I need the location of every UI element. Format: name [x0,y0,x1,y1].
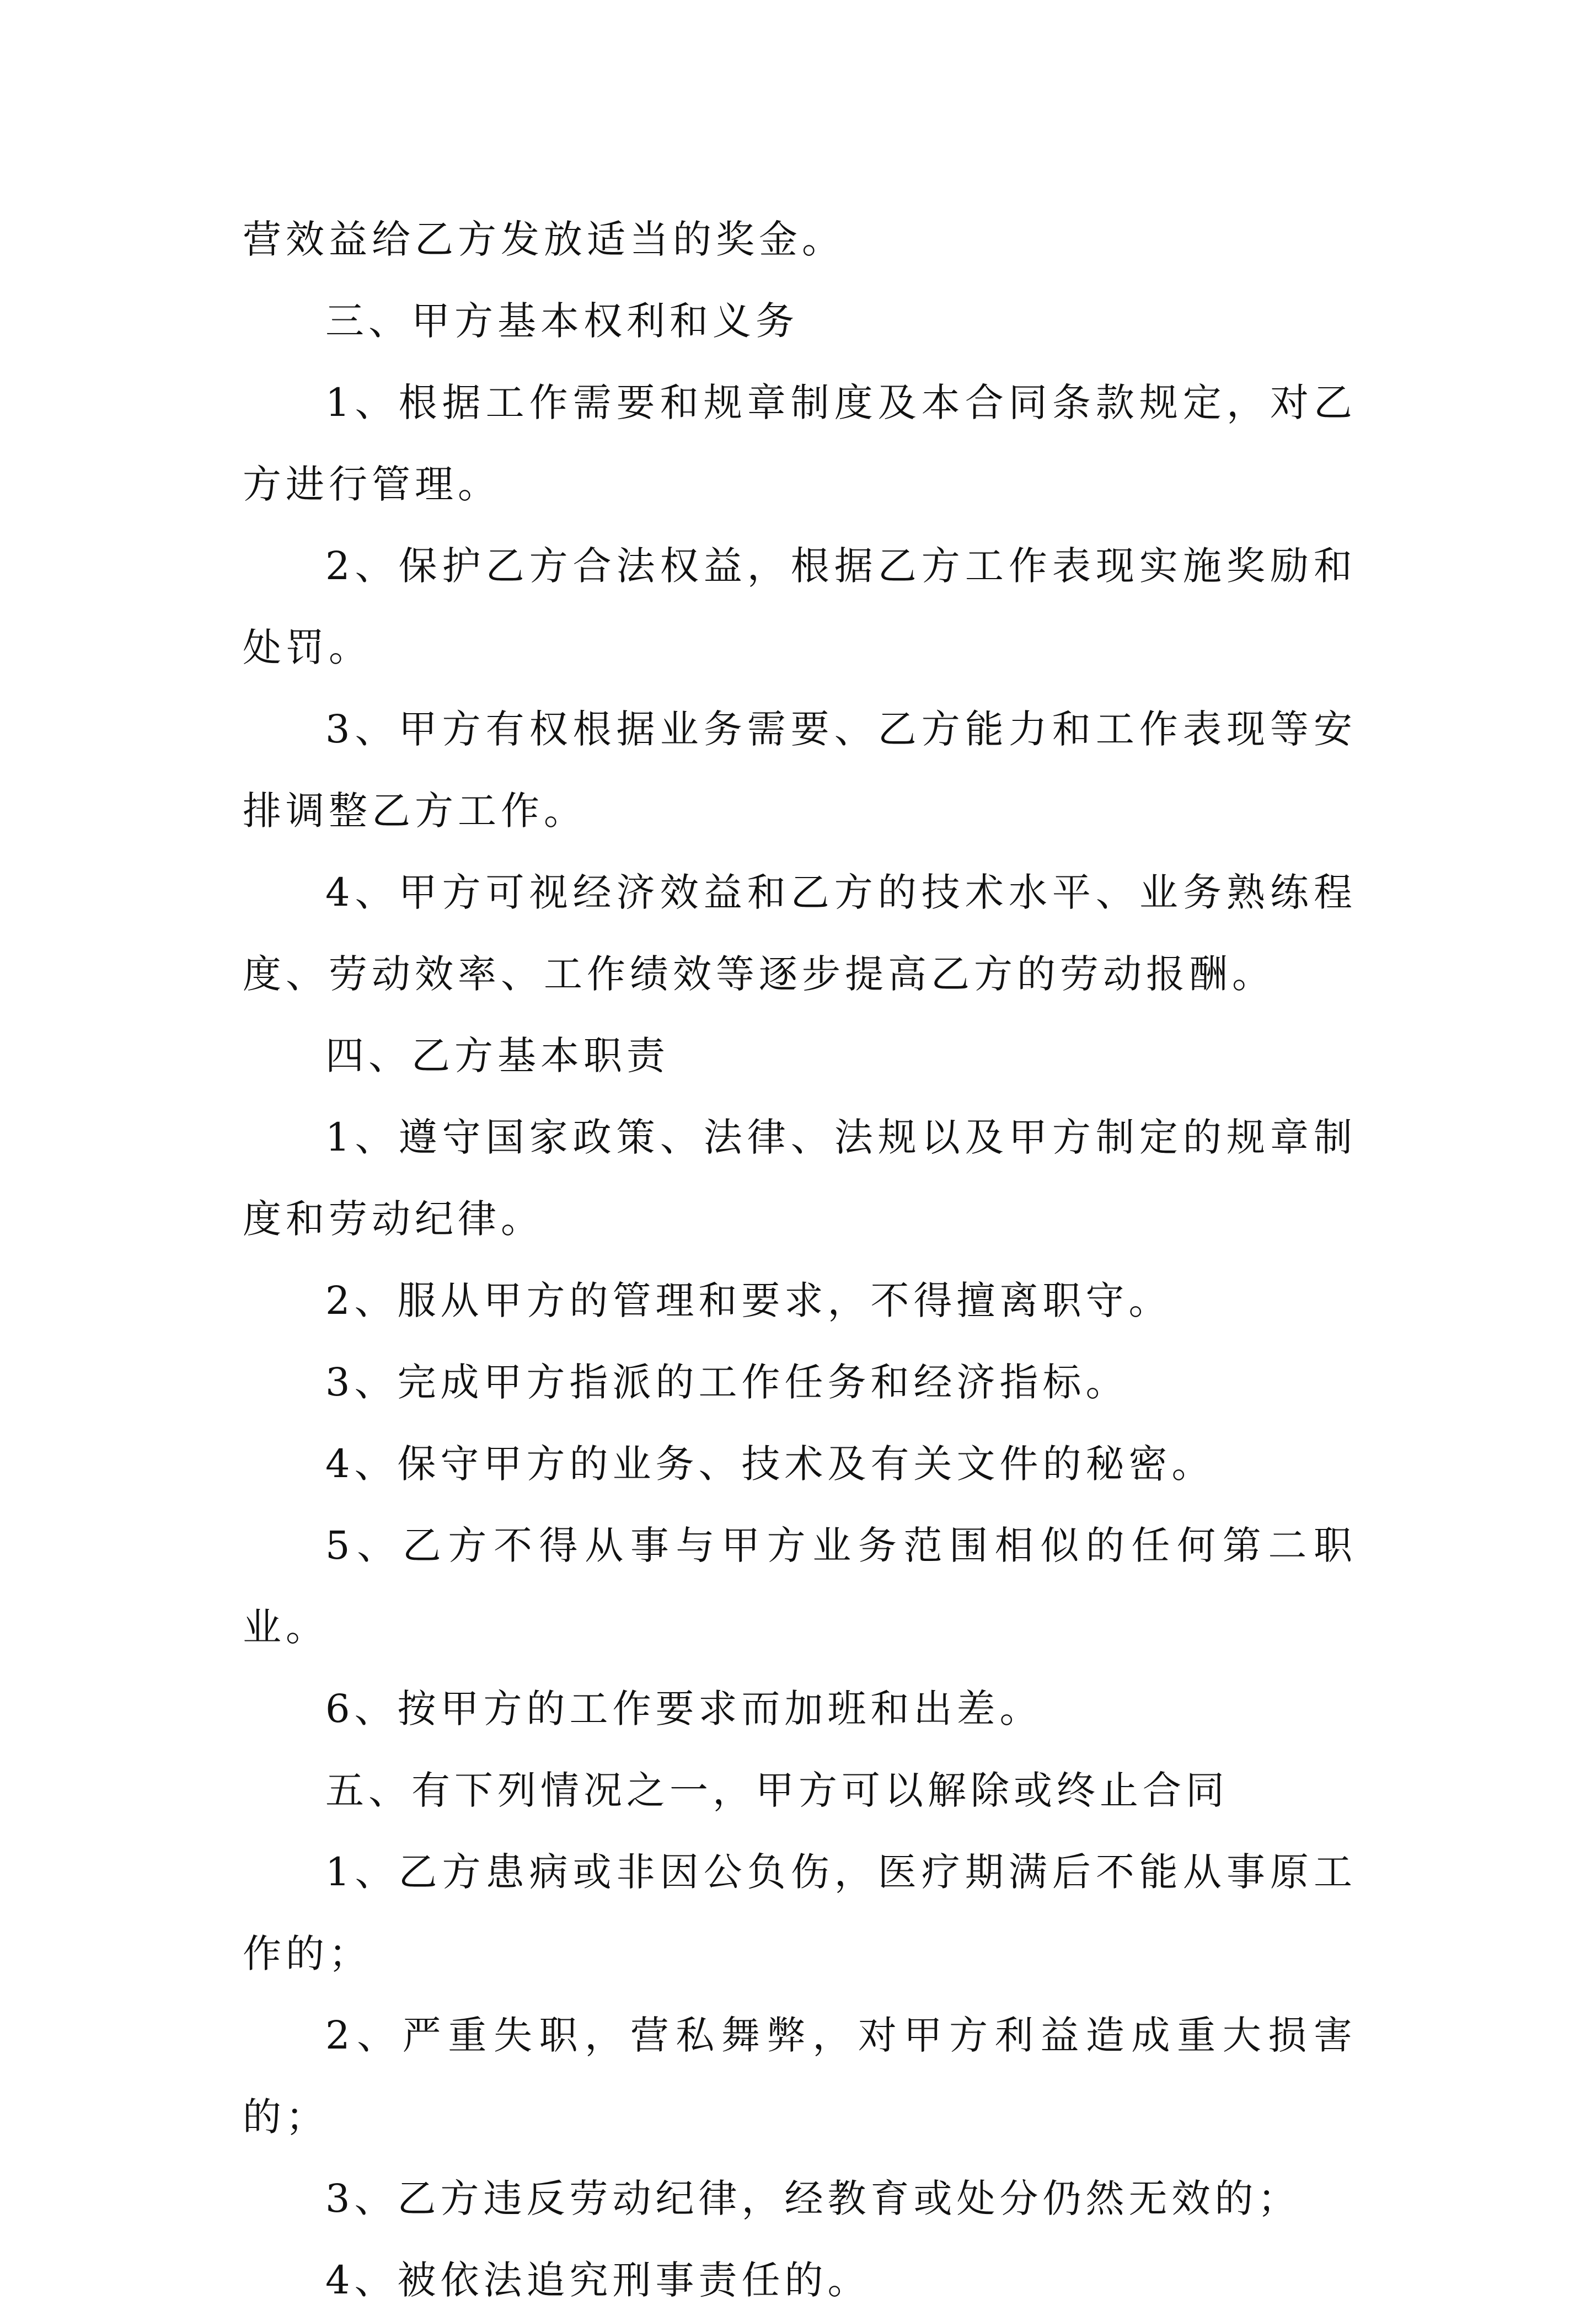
section-heading-party-b-duties: 四、乙方基本职责 [325,1033,670,1078]
paragraph-continuation: 营效益给乙方发放适当的奖金。 [243,217,845,262]
clause-5-4: 4、被依法追究刑事责任的。 [325,2258,871,2303]
section-heading-party-a-rights: 三、甲方基本权利和义务 [325,298,799,344]
clause-5-3: 3、乙方违反劳动纪律，经教育或处分仍然无效的； [325,2176,1301,2221]
section-heading-termination: 五、有下列情况之一，甲方可以解除或终止合同 [325,1768,1229,1813]
clause-4-3: 3、完成甲方指派的工作任务和经济指标。 [325,1360,1129,1405]
clause-4-4: 4、保守甲方的业务、技术及有关文件的秘密。 [325,1441,1215,1486]
clause-3-1: 1、根据工作需要和规章制度及本合同条款规定，对乙方进行管理。 [243,380,1357,507]
clause-5-2: 2、严重失职，营私舞弊，对甲方利益造成重大损害的； [243,2013,1357,2140]
document-page [243,199,1357,2321]
clause-4-6: 6、按甲方的工作要求而加班和出差。 [325,1686,1043,1731]
clause-3-2: 2、保护乙方合法权益，根据乙方工作表现实施奖励和处罚。 [243,543,1357,670]
clause-4-2: 2、服从甲方的管理和要求，不得擅离职守。 [325,1278,1172,1323]
clause-3-3: 3、甲方有权根据业务需要、乙方能力和工作表现等安排调整乙方工作。 [243,707,1357,833]
clause-4-5: 5、乙方不得从事与甲方业务范围相似的任何第二职业。 [243,1523,1357,1650]
clause-3-4: 4、甲方可视经济效益和乙方的技术水平、业务熟练程度、劳动效率、工作绩效等逐步提高乙方的劳动报酬。 [243,870,1357,997]
clause-5-1: 1、乙方患病或非因公负伤，医疗期满后不能从事原工作的； [243,1849,1357,1976]
clause-4-1: 1、遵守国家政策、法律、法规以及甲方制定的规章制度和劳动纪律。 [243,1115,1357,1242]
